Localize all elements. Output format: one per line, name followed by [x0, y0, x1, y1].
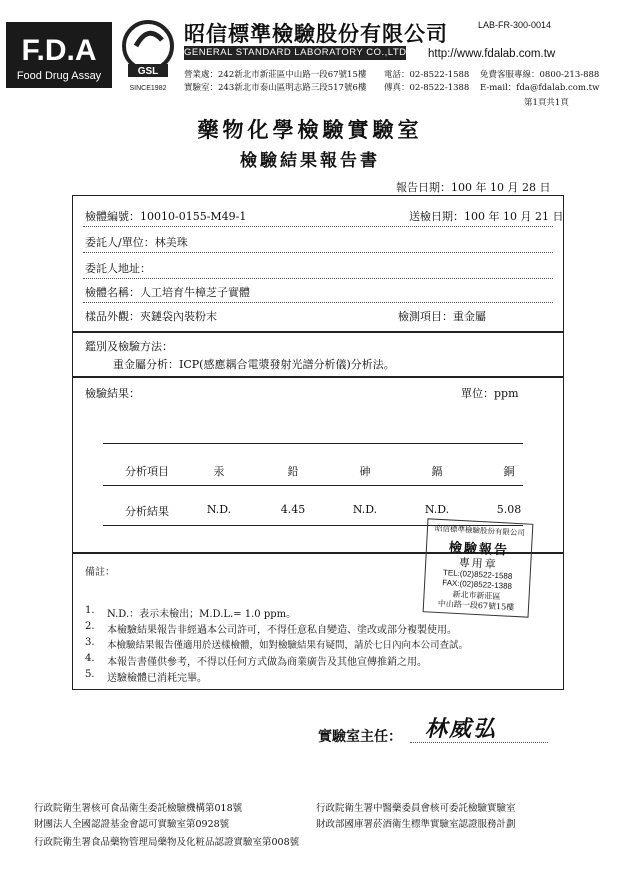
company-name: 昭信標準檢驗股份有限公司 — [184, 21, 448, 46]
table-top-rule — [103, 443, 523, 444]
notes-label: 備註： — [85, 567, 115, 578]
sample-number: 檢體編號：10010-0155-M49-1 — [85, 210, 247, 223]
value-cadmium: N.D. — [424, 503, 450, 516]
fax: 傳真：02-8522-1388 — [384, 83, 470, 93]
seal-fax: FAX:(02)8522-1388 — [442, 578, 513, 591]
report-title: 藥物化學檢驗實驗室 — [197, 117, 423, 142]
seal-city: 新北市新莊區 — [452, 589, 501, 602]
signature-label: 實驗室主任： — [318, 729, 402, 745]
note-text: N.D.：表示未檢出；M.D.L.= 1.0 ppm。 — [107, 609, 297, 620]
report-date: 報告日期：100 年 10 月 28 日 — [396, 181, 551, 194]
seal-subtitle: 專用章 — [458, 555, 499, 572]
gsl-text: GSL — [137, 66, 159, 77]
report-subtitle: 檢驗結果報告書 — [240, 151, 380, 171]
divider — [83, 252, 553, 253]
since-text: SINCE1982 — [129, 85, 167, 92]
value-mercury: N.D. — [206, 503, 232, 516]
header-analysis-result: 分析結果 — [125, 505, 169, 518]
method-label: 鑑別及檢驗方法： — [85, 340, 173, 353]
note-number: 4. — [85, 653, 95, 664]
element-lead: 鉛 — [287, 465, 299, 478]
header-analysis-item: 分析項目 — [125, 465, 169, 478]
test-item: 檢測項目：重金屬 — [398, 310, 486, 323]
footer-accreditation: 財政部國庫署菸酒衛生標準實驗室認證服務計劃 — [316, 819, 516, 830]
note-number: 1. — [85, 605, 95, 616]
note-number: 2. — [85, 621, 95, 632]
footer-accreditation: 行政院衛生署中醫藥委員會核可委託檢驗實驗室 — [316, 803, 516, 814]
note-number: 3. — [85, 637, 95, 648]
email: E-mail：fda@fdalab.com.tw — [480, 83, 600, 93]
client-address: 委託人地址： — [85, 262, 151, 275]
note-text: 本檢驗結果報告僅適用於送樣檢體，如對檢驗結果有疑問，請於七日內向本公司查試。 — [107, 640, 469, 651]
value-lead: 4.45 — [280, 503, 306, 516]
address-lab: 實驗室：243新北市泰山區明志路三段517號6樓 — [184, 83, 367, 93]
footer-accreditation: 財團法人全國認證基金會認可實驗室第0928號 — [34, 819, 230, 830]
seal-road: 中山路一段67號15樓 — [437, 598, 515, 612]
value-arsenic: N.D. — [352, 503, 378, 516]
note-text: 本報告書僅供參考，不得以任何方式做為商業廣告及其他宣傳推銷之用。 — [107, 657, 427, 668]
divider — [83, 278, 553, 279]
method-box — [72, 331, 564, 378]
logo-text: F.D.A — [21, 34, 97, 67]
report-seal-stamp — [423, 518, 534, 617]
form-number: LAB-FR-300-0014 — [478, 20, 552, 30]
results-unit: 單位：ppm — [461, 387, 519, 400]
element-mercury: 汞 — [213, 465, 225, 478]
divider — [83, 226, 553, 227]
divider — [83, 302, 553, 303]
note-text: 本檢驗結果報告非經過本公司許可，不得任意私自變造、塗改或部分複製使用。 — [107, 625, 457, 636]
logo-sub: Food Drug Assay — [16, 70, 102, 82]
page-number: 第1頁共1頁 — [524, 98, 569, 108]
method-detail: 重金屬分析：ICP(感應耦合電漿發射光譜分析儀)分析法。 — [113, 358, 395, 371]
note-number: 5. — [85, 669, 95, 680]
seal-title: 檢驗報告 — [448, 540, 510, 559]
results-label: 檢驗結果： — [85, 387, 140, 400]
note-text: 送驗檢體已消耗完畢。 — [107, 673, 207, 684]
signature-name: 林威弘 — [425, 716, 498, 742]
element-copper: 銅 — [503, 465, 515, 478]
tel: 電話：02-8522-1588 — [384, 70, 470, 80]
sample-info-box — [72, 195, 564, 333]
footer-accreditation: 行政院衛生署食品藥物管理局藥物及化粧品認證實驗室第008號 — [34, 837, 300, 848]
company-english: GENERAL STANDARD LABORATORY CO.,LTD — [184, 47, 407, 58]
table-mid-rule — [103, 485, 523, 486]
element-cadmium: 鎘 — [431, 465, 443, 478]
sample-name: 檢體名稱：人工培育牛樟芝子實體 — [85, 286, 250, 299]
fda-logo — [6, 22, 112, 88]
seal-company: 昭信標準檢驗股份有限公司 — [434, 523, 526, 538]
footer-accreditation: 行政院衛生署核可食品衛生委託檢驗機構第018號 — [34, 803, 243, 814]
gsl-seal-logo — [118, 18, 178, 94]
hotline: 免費客服專線：0800-213-888 — [480, 70, 600, 80]
sample-appearance: 樣品外觀：夾鏈袋內裝粉末 — [85, 310, 217, 323]
value-copper: 5.08 — [496, 503, 522, 516]
website: http://www.fdalab.com.tw — [428, 48, 556, 60]
address-business: 營業處：242新北市新莊區中山路一段67號15樓 — [184, 70, 367, 80]
element-arsenic: 砷 — [359, 465, 371, 478]
send-date: 送檢日期：100 年 10 月 21 日 — [409, 210, 564, 223]
seal-tel: TEL:(02)8522-1588 — [442, 568, 513, 581]
client: 委託人/單位：林美珠 — [85, 236, 188, 249]
